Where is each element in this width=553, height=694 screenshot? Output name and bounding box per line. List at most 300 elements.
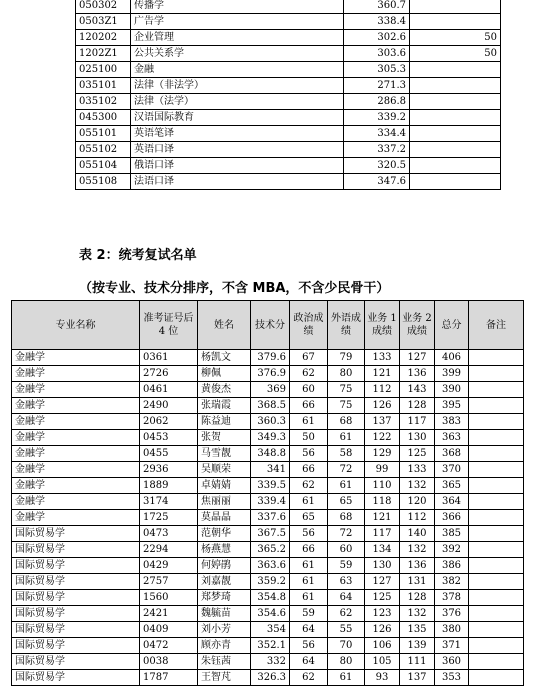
- sub2-cell: 112: [400, 510, 435, 526]
- tech-cell: 368.5: [251, 398, 290, 414]
- major-code-cell: 035101: [76, 78, 131, 94]
- name-cell: 张贺: [198, 430, 251, 446]
- score-cell: 360.7: [344, 0, 410, 14]
- name-cell: 杨燕慧: [198, 542, 251, 558]
- major-cell: 金融学: [12, 414, 140, 430]
- total-cell: 386: [435, 558, 469, 574]
- sub2-cell: 140: [400, 526, 435, 542]
- name-cell: 范朝华: [198, 526, 251, 542]
- sub2-cell: 111: [400, 654, 435, 670]
- id-cell: 2936: [140, 462, 198, 478]
- note-cell: [469, 670, 524, 686]
- table-row: [12, 670, 524, 686]
- tech-cell: 332: [251, 654, 290, 670]
- table-row: [76, 14, 501, 30]
- sub1-cell: 118: [365, 494, 400, 510]
- table-row: [12, 574, 524, 590]
- major-cell: 金融学: [12, 382, 140, 398]
- quota-cell: [410, 62, 501, 78]
- table-row: [12, 366, 524, 382]
- sub2-cell: 128: [400, 590, 435, 606]
- politics-cell: 60: [290, 382, 328, 398]
- sub2-cell: 135: [400, 622, 435, 638]
- name-cell: 黄俊杰: [198, 382, 251, 398]
- foreign-cell: 68: [328, 510, 365, 526]
- foreign-cell: 63: [328, 574, 365, 590]
- id-cell: 2294: [140, 542, 198, 558]
- table-row: [12, 622, 524, 638]
- total-cell: 366: [435, 510, 469, 526]
- quota-cell: [410, 158, 501, 174]
- sub1-cell: 137: [365, 414, 400, 430]
- politics-cell: 62: [290, 366, 328, 382]
- total-cell: 392: [435, 542, 469, 558]
- id-cell: 0472: [140, 638, 198, 654]
- note-cell: [469, 574, 524, 590]
- table-row: [76, 0, 501, 14]
- table-row: [12, 430, 524, 446]
- major-code-cell: 035102: [76, 94, 131, 110]
- major-code-cell: 055101: [76, 126, 131, 142]
- tech-cell: 363.6: [251, 558, 290, 574]
- score-cell: 334.4: [344, 126, 410, 142]
- tech-cell: 360.3: [251, 414, 290, 430]
- table-row: [12, 478, 524, 494]
- table-row: [12, 414, 524, 430]
- name-cell: 刘嘉靓: [198, 574, 251, 590]
- major-cell: 国际贸易学: [12, 558, 140, 574]
- tech-cell: 367.5: [251, 526, 290, 542]
- note-cell: [469, 462, 524, 478]
- major-name-cell: 公共关系学: [131, 46, 344, 62]
- sub2-cell: 120: [400, 494, 435, 510]
- foreign-cell: 59: [328, 558, 365, 574]
- id-cell: 2490: [140, 398, 198, 414]
- sub2-cell: 132: [400, 606, 435, 622]
- name-cell: 杨凯文: [198, 350, 251, 366]
- foreign-cell: 68: [328, 414, 365, 430]
- note-cell: [469, 638, 524, 654]
- name-cell: 张瑞霞: [198, 398, 251, 414]
- major-cutoff-table: [75, 0, 501, 190]
- sub1-cell: 123: [365, 606, 400, 622]
- name-cell: 魏毓苗: [198, 606, 251, 622]
- sub2-cell: 125: [400, 446, 435, 462]
- politics-cell: 61: [290, 558, 328, 574]
- name-cell: 卓婧婧: [198, 478, 251, 494]
- total-cell: 399: [435, 366, 469, 382]
- major-cell: 国际贸易学: [12, 574, 140, 590]
- major-code-cell: 045300: [76, 110, 131, 126]
- foreign-cell: 61: [328, 478, 365, 494]
- header-note: 备注: [469, 301, 524, 350]
- foreign-cell: 72: [328, 462, 365, 478]
- note-cell: [469, 398, 524, 414]
- table-row: [12, 590, 524, 606]
- tech-cell: 326.3: [251, 670, 290, 686]
- sub2-cell: 127: [400, 350, 435, 366]
- name-cell: 顾亦青: [198, 638, 251, 654]
- major-code-cell: 120202: [76, 30, 131, 46]
- tech-cell: 352.1: [251, 638, 290, 654]
- id-cell: 0461: [140, 382, 198, 398]
- major-code-cell: 0503Z1: [76, 14, 131, 30]
- header-sub1: 业务 1 成绩: [365, 301, 400, 350]
- major-name-cell: 英语口译: [131, 142, 344, 158]
- id-cell: 0038: [140, 654, 198, 670]
- tech-cell: 354.6: [251, 606, 290, 622]
- id-cell: 0361: [140, 350, 198, 366]
- sub1-cell: 106: [365, 638, 400, 654]
- note-cell: [469, 478, 524, 494]
- table-row: [12, 606, 524, 622]
- tech-cell: 354: [251, 622, 290, 638]
- sub2-cell: 117: [400, 414, 435, 430]
- sub2-cell: 137: [400, 670, 435, 686]
- name-cell: 莫晶晶: [198, 510, 251, 526]
- major-cell: 国际贸易学: [12, 590, 140, 606]
- tech-cell: 365.2: [251, 542, 290, 558]
- table-row: [12, 494, 524, 510]
- politics-cell: 56: [290, 446, 328, 462]
- id-cell: 1560: [140, 590, 198, 606]
- tech-cell: 354.8: [251, 590, 290, 606]
- tech-cell: 379.6: [251, 350, 290, 366]
- score-cell: 286.8: [344, 94, 410, 110]
- tech-cell: 348.8: [251, 446, 290, 462]
- politics-cell: 61: [290, 494, 328, 510]
- quota-cell: [410, 14, 501, 30]
- politics-cell: 56: [290, 638, 328, 654]
- sub1-cell: 121: [365, 366, 400, 382]
- table-row: [12, 558, 524, 574]
- sub1-cell: 112: [365, 382, 400, 398]
- total-cell: 353: [435, 670, 469, 686]
- table-row: [12, 382, 524, 398]
- major-code-cell: 055108: [76, 174, 131, 190]
- sub2-cell: 132: [400, 542, 435, 558]
- id-cell: 0455: [140, 446, 198, 462]
- quota-cell: [410, 142, 501, 158]
- major-cell: 国际贸易学: [12, 542, 140, 558]
- sub1-cell: 134: [365, 542, 400, 558]
- foreign-cell: 61: [328, 670, 365, 686]
- total-cell: 395: [435, 398, 469, 414]
- name-cell: 陈益迪: [198, 414, 251, 430]
- foreign-cell: 79: [328, 350, 365, 366]
- sub2-cell: 133: [400, 462, 435, 478]
- id-cell: 1787: [140, 670, 198, 686]
- major-cell: 国际贸易学: [12, 526, 140, 542]
- sub2-cell: 139: [400, 638, 435, 654]
- id-cell: 2757: [140, 574, 198, 590]
- sub1-cell: 122: [365, 430, 400, 446]
- sub1-cell: 129: [365, 446, 400, 462]
- major-name-cell: 法律（法学）: [131, 94, 344, 110]
- note-cell: [469, 446, 524, 462]
- foreign-cell: 62: [328, 606, 365, 622]
- major-name-cell: 广告学: [131, 14, 344, 30]
- sub1-cell: 99: [365, 462, 400, 478]
- sub1-cell: 126: [365, 622, 400, 638]
- table-row: [76, 126, 501, 142]
- table-row: [76, 46, 501, 62]
- quota-cell: [410, 174, 501, 190]
- major-cell: 金融学: [12, 462, 140, 478]
- id-cell: 0453: [140, 430, 198, 446]
- id-cell: 0409: [140, 622, 198, 638]
- table-row: [12, 654, 524, 670]
- major-cell: 金融学: [12, 446, 140, 462]
- sub2-cell: 143: [400, 382, 435, 398]
- name-cell: 焦丽丽: [198, 494, 251, 510]
- politics-cell: 65: [290, 510, 328, 526]
- foreign-cell: 55: [328, 622, 365, 638]
- major-cell: 金融学: [12, 494, 140, 510]
- header-id: 准考证号后 4 位: [140, 301, 198, 350]
- note-cell: [469, 622, 524, 638]
- tech-cell: 337.6: [251, 510, 290, 526]
- major-name-cell: 俄语口译: [131, 158, 344, 174]
- major-cell: 国际贸易学: [12, 670, 140, 686]
- sub1-cell: 93: [365, 670, 400, 686]
- quota-cell: [410, 94, 501, 110]
- sub1-cell: 133: [365, 350, 400, 366]
- foreign-cell: 80: [328, 366, 365, 382]
- sub1-cell: 130: [365, 558, 400, 574]
- major-name-cell: 法语口译: [131, 174, 344, 190]
- table-row: [76, 142, 501, 158]
- note-cell: [469, 542, 524, 558]
- politics-cell: 64: [290, 654, 328, 670]
- header-tech: 技术分: [251, 301, 290, 350]
- total-cell: 371: [435, 638, 469, 654]
- total-cell: 406: [435, 350, 469, 366]
- total-cell: 363: [435, 430, 469, 446]
- table-row: [76, 94, 501, 110]
- table-row: [12, 446, 524, 462]
- foreign-cell: 70: [328, 638, 365, 654]
- note-cell: [469, 366, 524, 382]
- id-cell: 3174: [140, 494, 198, 510]
- sub1-cell: 121: [365, 510, 400, 526]
- score-cell: 338.4: [344, 14, 410, 30]
- table2-subtitle: （按专业、技术分排序，不含 MBA，不含少民骨干）: [79, 281, 390, 296]
- score-cell: 347.6: [344, 174, 410, 190]
- tech-cell: 359.2: [251, 574, 290, 590]
- major-cell: 国际贸易学: [12, 606, 140, 622]
- sub1-cell: 110: [365, 478, 400, 494]
- sub1-cell: 126: [365, 398, 400, 414]
- name-cell: 郑梦琦: [198, 590, 251, 606]
- tech-cell: 341: [251, 462, 290, 478]
- total-cell: 364: [435, 494, 469, 510]
- quota-cell: [410, 110, 501, 126]
- name-cell: 吴顺荣: [198, 462, 251, 478]
- major-name-cell: 企业管理: [131, 30, 344, 46]
- foreign-cell: 65: [328, 494, 365, 510]
- header-politics: 政治成绩: [290, 301, 328, 350]
- id-cell: 0473: [140, 526, 198, 542]
- tech-cell: 369: [251, 382, 290, 398]
- id-cell: 2421: [140, 606, 198, 622]
- table-row: [12, 638, 524, 654]
- total-cell: 390: [435, 382, 469, 398]
- politics-cell: 61: [290, 590, 328, 606]
- name-cell: 朱钰茜: [198, 654, 251, 670]
- table-row: [12, 526, 524, 542]
- table-row: [76, 110, 501, 126]
- note-cell: [469, 558, 524, 574]
- retest-list-table: [11, 300, 524, 686]
- table-header-row: [12, 301, 524, 350]
- tech-cell: 376.9: [251, 366, 290, 382]
- total-cell: 376: [435, 606, 469, 622]
- politics-cell: 50: [290, 430, 328, 446]
- table-row: [76, 30, 501, 46]
- politics-cell: 67: [290, 350, 328, 366]
- note-cell: [469, 654, 524, 670]
- total-cell: 368: [435, 446, 469, 462]
- total-cell: 360: [435, 654, 469, 670]
- note-cell: [469, 382, 524, 398]
- table-row: [76, 62, 501, 78]
- score-cell: 302.6: [344, 30, 410, 46]
- politics-cell: 61: [290, 414, 328, 430]
- score-cell: 305.3: [344, 62, 410, 78]
- sub2-cell: 130: [400, 430, 435, 446]
- header-sub2: 业务 2 成绩: [400, 301, 435, 350]
- header-major: 专业名称: [12, 301, 140, 350]
- sub2-cell: 136: [400, 366, 435, 382]
- table-row: [76, 78, 501, 94]
- sub2-cell: 136: [400, 558, 435, 574]
- table2-title: 表 2：统考复试名单: [79, 248, 197, 263]
- id-cell: 1725: [140, 510, 198, 526]
- note-cell: [469, 606, 524, 622]
- foreign-cell: 64: [328, 590, 365, 606]
- major-name-cell: 英语笔译: [131, 126, 344, 142]
- major-cell: 金融学: [12, 366, 140, 382]
- name-cell: 马雪靓: [198, 446, 251, 462]
- table-row: [12, 350, 524, 366]
- sub1-cell: 105: [365, 654, 400, 670]
- table-row: [76, 174, 501, 190]
- total-cell: 365: [435, 478, 469, 494]
- note-cell: [469, 430, 524, 446]
- total-cell: 382: [435, 574, 469, 590]
- total-cell: 380: [435, 622, 469, 638]
- major-name-cell: 金融: [131, 62, 344, 78]
- foreign-cell: 80: [328, 654, 365, 670]
- table-row: [12, 510, 524, 526]
- note-cell: [469, 590, 524, 606]
- major-code-cell: 050302: [76, 0, 131, 14]
- score-cell: 320.5: [344, 158, 410, 174]
- foreign-cell: 72: [328, 526, 365, 542]
- header-foreign: 外语成绩: [328, 301, 365, 350]
- name-cell: 刘小芳: [198, 622, 251, 638]
- note-cell: [469, 510, 524, 526]
- major-cell: 国际贸易学: [12, 638, 140, 654]
- table-row: [12, 462, 524, 478]
- major-cell: 金融学: [12, 398, 140, 414]
- foreign-cell: 61: [328, 430, 365, 446]
- id-cell: 2726: [140, 366, 198, 382]
- table-row: [12, 542, 524, 558]
- major-name-cell: 汉语国际教育: [131, 110, 344, 126]
- header-total: 总分: [435, 301, 469, 350]
- id-cell: 1889: [140, 478, 198, 494]
- note-cell: [469, 414, 524, 430]
- score-cell: 339.2: [344, 110, 410, 126]
- total-cell: 383: [435, 414, 469, 430]
- sub1-cell: 125: [365, 590, 400, 606]
- tech-cell: 339.4: [251, 494, 290, 510]
- note-cell: [469, 526, 524, 542]
- name-cell: 柳佩: [198, 366, 251, 382]
- major-cell: 金融学: [12, 430, 140, 446]
- name-cell: 王智芃: [198, 670, 251, 686]
- major-cell: 金融学: [12, 350, 140, 366]
- major-code-cell: 025100: [76, 62, 131, 78]
- politics-cell: 64: [290, 622, 328, 638]
- major-name-cell: 传播学: [131, 0, 344, 14]
- major-code-cell: 1202Z1: [76, 46, 131, 62]
- total-cell: 378: [435, 590, 469, 606]
- foreign-cell: 60: [328, 542, 365, 558]
- note-cell: [469, 350, 524, 366]
- sub2-cell: 132: [400, 478, 435, 494]
- sub2-cell: 128: [400, 398, 435, 414]
- foreign-cell: 75: [328, 398, 365, 414]
- major-code-cell: 055104: [76, 158, 131, 174]
- major-code-cell: 055102: [76, 142, 131, 158]
- sub2-cell: 131: [400, 574, 435, 590]
- table-row: [76, 158, 501, 174]
- major-cell: 国际贸易学: [12, 654, 140, 670]
- politics-cell: 66: [290, 462, 328, 478]
- major-cell: 金融学: [12, 510, 140, 526]
- score-cell: 271.3: [344, 78, 410, 94]
- note-cell: [469, 494, 524, 510]
- major-cell: 金融学: [12, 478, 140, 494]
- header-name: 姓名: [198, 301, 251, 350]
- quota-cell: [410, 78, 501, 94]
- quota-cell: [410, 126, 501, 142]
- score-cell: 303.6: [344, 46, 410, 62]
- politics-cell: 59: [290, 606, 328, 622]
- politics-cell: 66: [290, 398, 328, 414]
- id-cell: 2062: [140, 414, 198, 430]
- politics-cell: 56: [290, 526, 328, 542]
- sub1-cell: 117: [365, 526, 400, 542]
- politics-cell: 62: [290, 670, 328, 686]
- quota-cell: [410, 0, 501, 14]
- table-row: [12, 398, 524, 414]
- sub1-cell: 127: [365, 574, 400, 590]
- tech-cell: 349.3: [251, 430, 290, 446]
- total-cell: 370: [435, 462, 469, 478]
- foreign-cell: 58: [328, 446, 365, 462]
- total-cell: 385: [435, 526, 469, 542]
- major-name-cell: 法律（非法学）: [131, 78, 344, 94]
- politics-cell: 62: [290, 478, 328, 494]
- politics-cell: 61: [290, 574, 328, 590]
- score-cell: 337.2: [344, 142, 410, 158]
- politics-cell: 66: [290, 542, 328, 558]
- id-cell: 0429: [140, 558, 198, 574]
